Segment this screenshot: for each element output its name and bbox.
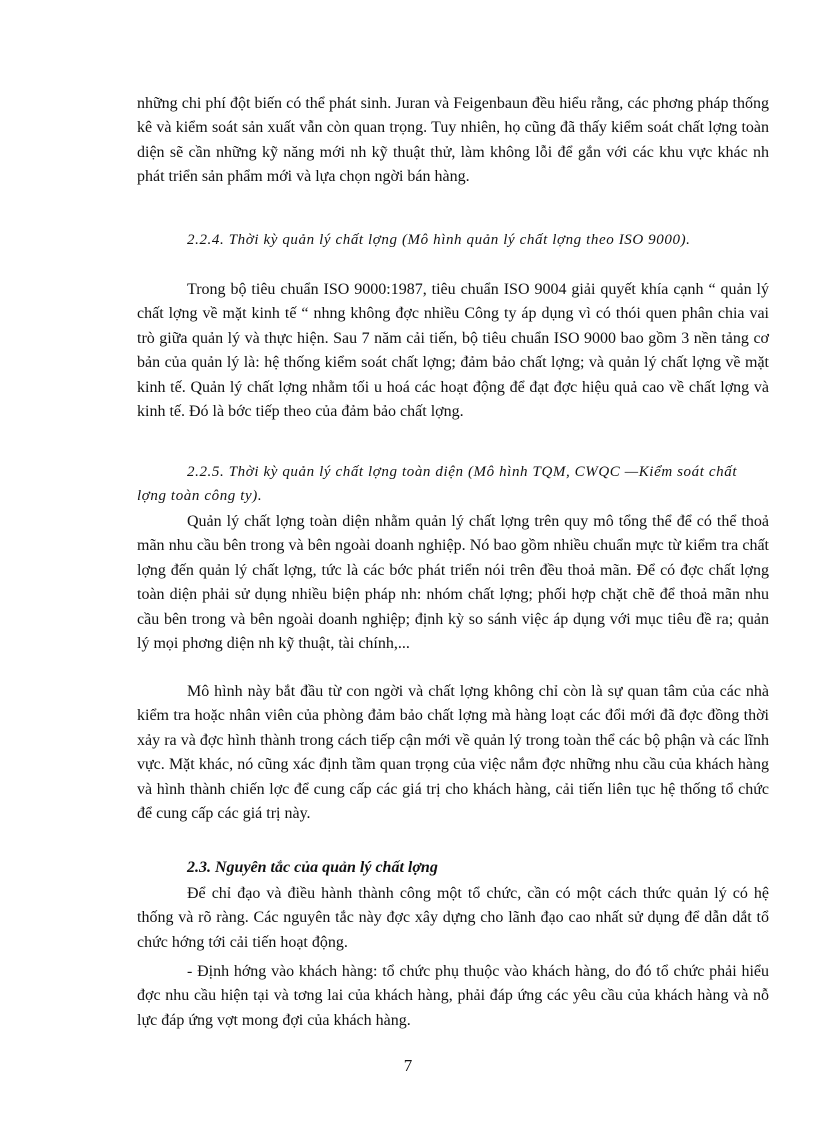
heading-2-2-4 — [137, 228, 769, 252]
paragraph-principles-intro — [137, 882, 769, 955]
paragraph-text: Mô hình này bắt đầu từ con ngời và chất lợng không chỉ còn là sự quan tâm của các nhà kiểm tra hoặc nhân viên của phòng đảm bảo chất lợng mà hàng loạt các đổi mới đã đợc đồng thời xảy ra và đợc hình thành trong cách tiếp cận mới về quản lý trong toàn thể các bộ phận và các lĩnh vực. Mặt khác, nó cũng xác định tầm quan trọng của việc nắm đợc những nhu cầu của khách hàng và hình thành chiến lợc để cung cấp các giá trị cho khách hàng, cải tiến liên tục hệ thống tổ chức để cung cấp các giá trị này. — [137, 683, 769, 823]
heading-2-3 — [137, 856, 769, 880]
paragraph-text: Để chỉ đạo và điều hành thành công một tổ chức, cần có một cách thức quản lý có hệ thống và rõ ràng. Các nguyên tắc này đợc xây dựng cho lãnh đạo cao nhất sử dụng để dẫn dắt tổ chức hớng tới cải tiến hoạt động. — [137, 885, 769, 951]
paragraph-tqm — [137, 510, 769, 656]
paragraph-model — [137, 680, 769, 826]
paragraph-customer-focus — [137, 960, 769, 1033]
page-number: 7 — [403, 1056, 413, 1075]
paragraph-text: những chi phí đột biến có thể phát sinh. Juran và Feigenbaun đều hiểu rằng, các phơng pháp thống kê và kiểm soát sản xuất vẫn còn quan trọng. Tuy nhiên, họ cũng đã thấy kiểm soát chất lợng toàn diện sẽ cần những kỹ năng mới nh kỹ thuật thử, làm không lỗi để gắn với các khu vực khác nh phát triển sản phẩm mới và lựa chọn ngời bán hàng. — [137, 95, 769, 186]
section-heading: 2.3. Nguyên tắc của quản lý chất lợng — [187, 859, 438, 876]
paragraph-text: Trong bộ tiêu chuẩn ISO 9000:1987, tiêu chuẩn ISO 9004 giải quyết khía cạnh “ quản lý chất lợng về mặt kinh tế “ nhng không đợc nhiều Công ty áp dụng vì có thói quen phân chia vai trò giữa quản lý và thực hiện. Sau 7 năm cải tiến, bộ tiêu chuẩn ISO 9000 bao gồm 3 nền tảng cơ bản của quản lý là: hệ thống kiểm soát chất lợng; đảm bảo chất lợng; và quản lý chất lợng về mặt kinh tế. Quản lý chất lợng nhằm tối u hoá các hoạt động để đạt đợc hiệu quả cao về chất lợng và kinh tế. Đó là bớc tiếp theo của đảm bảo chất lợng. — [137, 281, 769, 421]
section-heading: 2.2.4. Thời kỳ quản lý chất lợng (Mô hình quản lý chất lợng theo ISO 9000). — [187, 232, 691, 248]
heading-2-2-5 — [137, 460, 769, 508]
paragraph-text: Quản lý chất lợng toàn diện nhằm quản lý chất lợng trên quy mô tổng thể để có thể thoả mãn nhu cầu bên trong và bên ngoài doanh nghiệp. Nó bao gồm nhiều chuẩn mực từ kiểm tra chất lợng đến quản lý chất lợng, tức là các bớc phát triển nói trên đều thoả mãn. Để có đợc chất lợng toàn diện phải sử dụng nhiều biện pháp nh: nhóm chất lợng; phối hợp chặt chẽ để thoả mãn nhu cầu bên trong và bên ngoài doanh nghiệp; định kỳ so sánh việc áp dụng với mục tiêu đề ra; quản lý mọi phơng diện nh kỹ thuật, tài chính,... — [137, 513, 769, 653]
paragraph-iso-9000 — [137, 278, 769, 424]
paragraph-text: - Định hớng vào khách hàng: tổ chức phụ thuộc vào khách hàng, do đó tổ chức phải hiểu đợc nhu cầu hiện tại và tơng lai của khách hàng, phải đáp ứng các yêu cầu của khách hàng và nỗ lực đáp ứng vợt mong đợi của khách hàng. — [137, 963, 769, 1029]
paragraph-cost-continuation — [137, 92, 769, 190]
section-heading: 2.2.5. Thời kỳ quản lý chất lợng toàn diện (Mô hình TQM, CWQC —Kiểm soát chất lợng toàn công ty). — [137, 464, 738, 504]
